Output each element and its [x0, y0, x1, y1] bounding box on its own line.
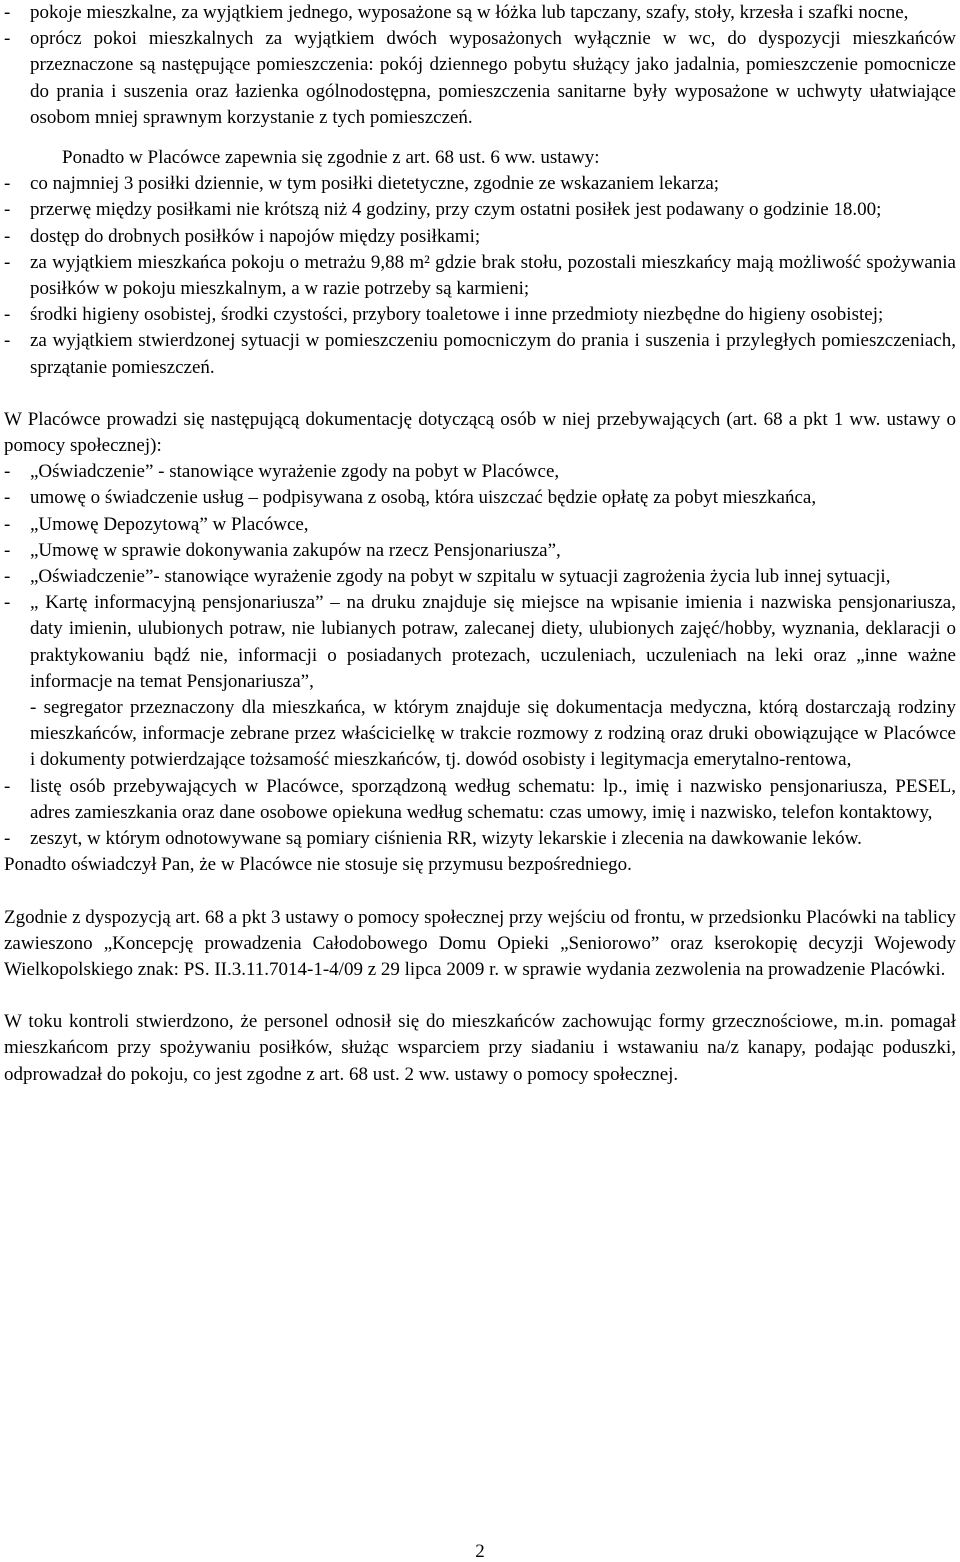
list-item-text: „Umowę w sprawie dokonywania zakupów na rzecz Pensjonariusza”,: [30, 539, 561, 561]
list-item: [4, 197, 956, 223]
list-dash: -: [4, 775, 11, 797]
list-dash: -: [4, 539, 11, 561]
list-item: [4, 459, 956, 485]
list-item-text: za wyjątkiem mieszkańca pokoju o metrażu 9,88 m² gdzie brak stołu, pozostali mieszkańcy mają możliwość spożywania posiłków w pokoju mieszkalnym, a w razie potrzeby są karmieni;: [30, 251, 956, 300]
list-dash: -: [4, 513, 11, 535]
list-dash: -: [4, 566, 11, 588]
paragraph-meals-intro: Ponadto w Placówce zapewnia się zgodnie z art. 68 ust. 6 ww. ustawy:: [62, 147, 600, 169]
list-item-text: pokoje mieszkalne, za wyjątkiem jednego, wyposażone są w łóżka lub tapczany, szafy, stoły, krzesła i szafki nocne,: [30, 2, 909, 23]
list-item: [4, 538, 956, 564]
list-item-text: co najmniej 3 posiłki dziennie, w tym posiłki dietetyczne, zgodnie ze wskazaniem lekarza;: [30, 173, 720, 195]
list-item-text: listę osób przebywających w Placówce, sporządzoną według schematu: lp., imię i nazwisko pensjonariusza, PESEL, adres zamieszkania oraz dane osobowe opiekuna według schematu: czas umowy, imię i nazwisko, telefon kontaktowy,: [30, 775, 956, 823]
list-item: [4, 224, 956, 250]
paragraph-concept-notice: Zgodnie z dyspozycją art. 68 a pkt 3 ustawy o pomocy społecznej przy wejściu od frontu, w przedsionku Placówki na tablicy zawieszono „Koncepcję prowadzenia Całodobowego Domu Opieki „Seniorowo” oraz kserokopię decyzji Wojewody Wielkopolskiego znak: PS. II.3.11.7014-1-4/09 z 29 lipca 2009 r. w sprawie wydania zezwolenia na prowadzenie Placówki.: [4, 906, 956, 980]
paragraph-staff-conduct: W toku kontroli stwierdzono, że personel odnosił się do mieszkańców zachowując formy grzecznościowe, m.in. pomagał mieszkańcom przy spożywaniu posiłków, służąc wsparciem przy siadaniu i wstawaniu na/z kanapy, podając poduszki, odprowadzał do pokoju, co jest zgodne z art. 68 ust. 2 ww. ustawy o pomocy społecznej.: [4, 1011, 956, 1085]
list-dash: -: [4, 330, 11, 352]
list-item: [4, 590, 956, 695]
list-item: [4, 171, 956, 197]
list-dash: -: [4, 828, 11, 850]
list-item-text: „Oświadczenie”- stanowiące wyrażenie zgody na pobyt w szpitalu w sytuacji zagrożenia życia lub innej sytuacji,: [30, 566, 891, 588]
list-item-text: oprócz pokoi mieszkalnych za wyjątkiem dwóch wyposażonych wyłącznie w wc, do dyspozycji mieszkańców przeznaczone są następujące pomieszczenia: pokój dziennego pobytu służący jako jadalnia, pomieszczenie pomocnicze do prania i suszenia oraz łazienka ogólnodostępna, pomieszczenia sanitarne były wyposażone w uchwyty ułatwiające osobom mniej sprawnym korzystanie z tych pomieszczeń.: [30, 28, 956, 128]
list-item-text: umowę o świadczenie usług – podpisywana z osobą, która uiszczać będzie opłatę za pobyt mieszkańca,: [30, 487, 817, 509]
list-item: [4, 774, 956, 826]
list-item-text: „Oświadczenie” - stanowiące wyrażenie zgody na pobyt w Placówce,: [30, 461, 560, 483]
list-item: [4, 26, 956, 131]
list-dash: -: [4, 28, 11, 50]
list-item: [4, 485, 956, 511]
list-item: [4, 512, 956, 538]
list-dash: -: [4, 461, 11, 483]
list-item-text: dostęp do drobnych posiłków i napojów między posiłkami;: [30, 225, 481, 247]
list-item: [4, 564, 956, 590]
list-item: [4, 302, 956, 328]
list-dash: -: [4, 199, 11, 221]
list-item-text: środki higieny osobistej, środki czystości, przybory toaletowe i inne przedmioty niezbędne do higieny osobistej;: [30, 304, 884, 326]
document-page: [4, 0, 956, 1088]
list-item: [4, 0, 956, 26]
list-item: [4, 328, 956, 380]
list-dash: -: [4, 173, 11, 195]
list-item-text: „ Kartę informacyjną pensjonariusza” – na druku znajduje się miejsce na wpisanie imienia i nazwiska pensjonariusza, daty imienin, ulubionych potraw, nie lubianych potraw, zalecanej diety, ulubionych zajęć/hobby, wyznania, deklaracji o praktykowaniu bądź nie, informacji o posiadanych protezach, uczuleniach, uczuleniach na leki oraz „inne ważne informacje na temat Pensjonariusza”,: [30, 592, 956, 692]
list-item: [4, 826, 956, 852]
page-number: 2: [475, 1541, 485, 1562]
list-dash: -: [4, 225, 11, 247]
paragraph-coercion: Ponadto oświadczył Pan, że w Placówce nie stosuje się przymusu bezpośredniego.: [4, 854, 632, 876]
paragraph-documentation: W Placówce prowadzi się następującą dokumentację dotyczącą osób w niej przebywających (art. 68 a pkt 1 ww. ustawy o pomocy społecznej):: [4, 408, 956, 457]
list-item-text: przerwę między posiłkami nie krótszą niż 4 godziny, przy czym ostatni posiłek jest podawany o godzinie 18.00;: [30, 199, 882, 221]
list-dash: -: [4, 592, 11, 614]
list-item-text: za wyjątkiem stwierdzonej sytuacji w pomieszczeniu pomocniczym do prania i suszenia i przyległych pomieszczeniach, sprzątanie pomieszczeń.: [30, 330, 956, 378]
list-item-segregator: - segregator przeznaczony dla mieszkańca, w którym znajduje się dokumentacja medyczna, którą dostarczają rodziny mieszkańców, informacje zebrane przez właścicielkę w trakcie rozmowy z rodziną oraz druki obowiązujące w Placówce i dokumenty potwierdzające tożsamość mieszkańców, tj. dowód osobisty i legitymacja emerytalno-rentowa,: [30, 697, 956, 771]
list-dash: -: [4, 304, 11, 326]
list-item: [4, 250, 956, 302]
list-dash: -: [4, 2, 11, 23]
list-item-text: zeszyt, w którym odnotowywane są pomiary ciśnienia RR, wizyty lekarskie i zlecenia na dawkowanie leków.: [30, 828, 862, 850]
list-dash: -: [4, 487, 11, 509]
list-item-text: „Umowę Depozytową” w Placówce,: [30, 513, 309, 535]
list-dash: -: [4, 251, 11, 273]
